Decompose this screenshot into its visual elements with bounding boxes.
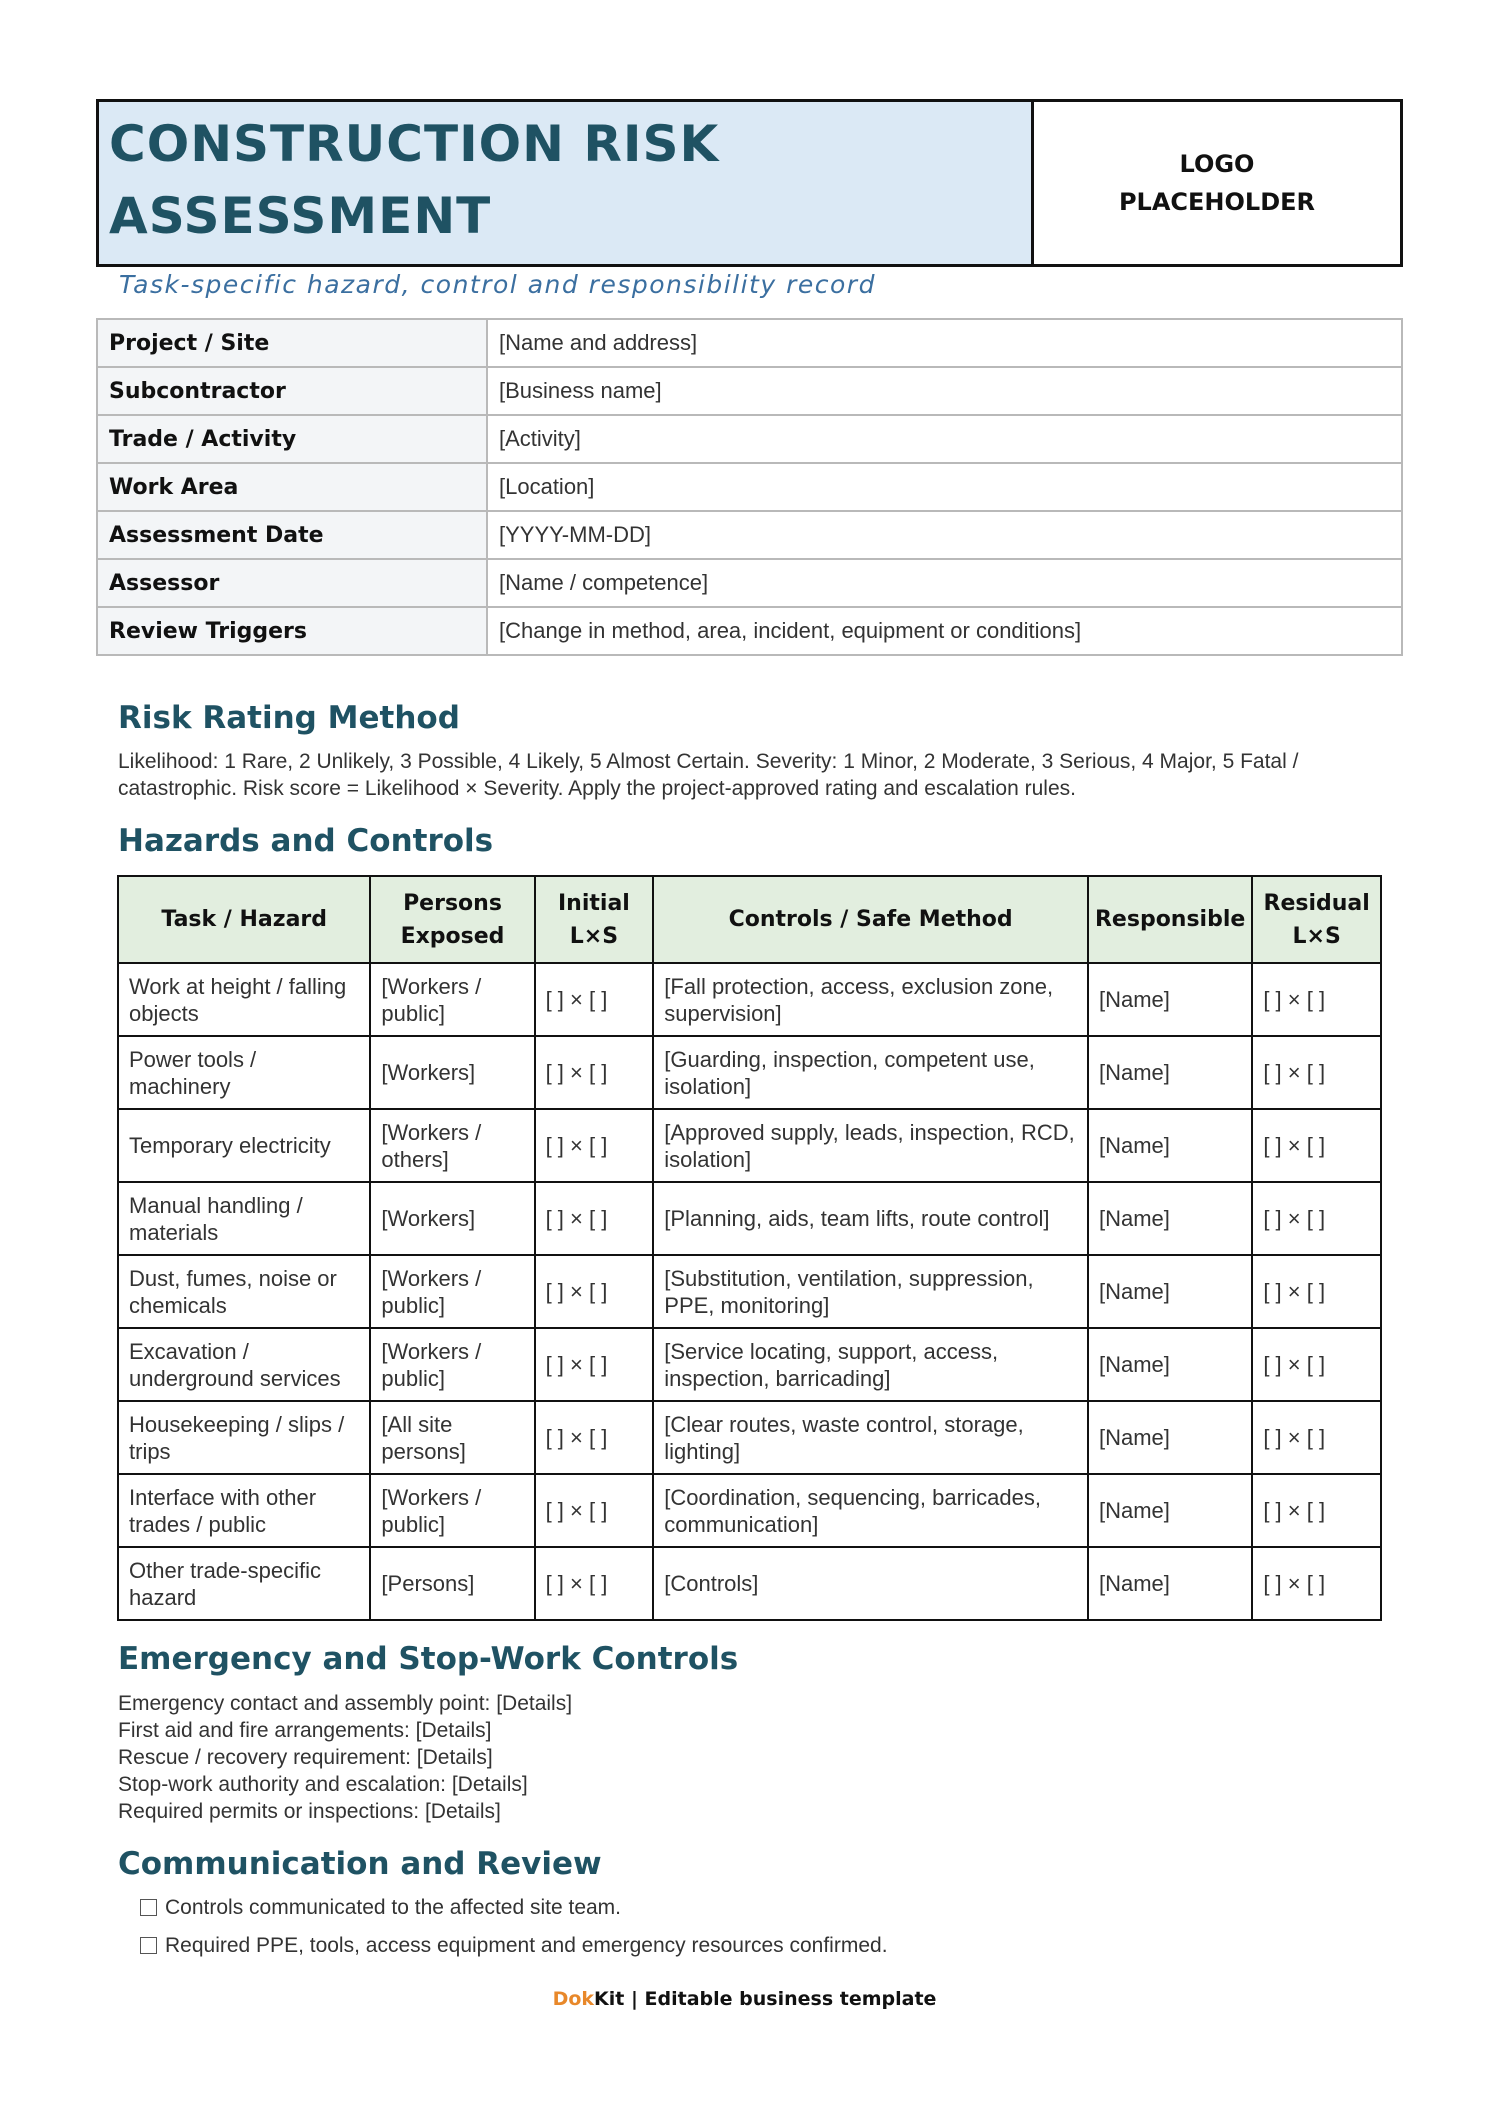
persons-cell[interactable]: [Workers / public] bbox=[370, 1255, 534, 1328]
info-row bbox=[97, 367, 1402, 415]
responsible-cell[interactable]: [Name] bbox=[1088, 1255, 1252, 1328]
table-row bbox=[118, 1547, 1381, 1620]
task-cell[interactable]: Housekeeping / slips / trips bbox=[118, 1401, 370, 1474]
controls-cell[interactable]: [Coordination, sequencing, barricades, communication] bbox=[653, 1474, 1088, 1547]
task-cell[interactable]: Temporary electricity bbox=[118, 1109, 370, 1182]
residual-cell[interactable]: [ ] × [ ] bbox=[1252, 1547, 1381, 1620]
responsible-cell[interactable]: [Name] bbox=[1088, 1109, 1252, 1182]
initial-cell[interactable]: [ ] × [ ] bbox=[535, 963, 654, 1036]
checkbox[interactable] bbox=[140, 1937, 157, 1954]
info-label: Work Area bbox=[97, 463, 487, 511]
controls-cell[interactable]: [Guarding, inspection, competent use, isolation] bbox=[653, 1036, 1088, 1109]
emergency-line: Required permits or inspections: [Details] bbox=[118, 1800, 501, 1823]
controls-cell[interactable]: [Service locating, support, access, inspection, barricading] bbox=[653, 1328, 1088, 1401]
info-value[interactable]: [Business name] bbox=[487, 367, 1402, 415]
residual-cell[interactable]: [ ] × [ ] bbox=[1252, 1255, 1381, 1328]
persons-cell[interactable]: [Workers / public] bbox=[370, 1328, 534, 1401]
info-value[interactable]: [Location] bbox=[487, 463, 1402, 511]
responsible-cell[interactable]: [Name] bbox=[1088, 1401, 1252, 1474]
controls-cell[interactable]: [Approved supply, leads, inspection, RCD, isolation] bbox=[653, 1109, 1088, 1182]
table-row bbox=[118, 1255, 1381, 1328]
residual-cell[interactable]: [ ] × [ ] bbox=[1252, 1401, 1381, 1474]
emergency-line: Rescue / recovery requirement: [Details] bbox=[118, 1746, 493, 1769]
responsible-cell[interactable]: [Name] bbox=[1088, 1474, 1252, 1547]
controls-cell[interactable]: [Planning, aids, team lifts, route control] bbox=[653, 1182, 1088, 1255]
residual-cell[interactable]: [ ] × [ ] bbox=[1252, 1182, 1381, 1255]
logo-line-1: LOGO bbox=[1179, 150, 1255, 178]
controls-cell[interactable]: [Fall protection, access, exclusion zone, supervision] bbox=[653, 963, 1088, 1036]
info-label: Assessor bbox=[97, 559, 487, 607]
info-row bbox=[97, 607, 1402, 655]
persons-cell[interactable]: [Workers / public] bbox=[370, 963, 534, 1036]
residual-cell[interactable]: [ ] × [ ] bbox=[1252, 963, 1381, 1036]
task-cell[interactable]: Excavation / underground services bbox=[118, 1328, 370, 1401]
responsible-cell[interactable]: [Name] bbox=[1088, 1328, 1252, 1401]
controls-cell[interactable]: [Clear routes, waste control, storage, lighting] bbox=[653, 1401, 1088, 1474]
responsible-cell[interactable]: [Name] bbox=[1088, 1036, 1252, 1109]
logo-line-2: PLACEHOLDER bbox=[1118, 188, 1316, 216]
title-line-1: CONSTRUCTION RISK bbox=[109, 115, 720, 173]
checklist-label: Required PPE, tools, access equipment and emergency resources confirmed. bbox=[165, 1934, 888, 1957]
hazards-table bbox=[117, 875, 1382, 1621]
table-row bbox=[118, 1474, 1381, 1547]
emergency-line: First aid and fire arrangements: [Details] bbox=[118, 1719, 492, 1742]
persons-cell[interactable]: [All site persons] bbox=[370, 1401, 534, 1474]
hazards-header-row bbox=[118, 876, 1381, 963]
controls-cell[interactable]: [Controls] bbox=[653, 1547, 1088, 1620]
residual-cell[interactable]: [ ] × [ ] bbox=[1252, 1109, 1381, 1182]
info-value[interactable]: [Name / competence] bbox=[487, 559, 1402, 607]
initial-cell[interactable]: [ ] × [ ] bbox=[535, 1109, 654, 1182]
table-row bbox=[118, 1401, 1381, 1474]
responsible-cell[interactable]: [Name] bbox=[1088, 1182, 1252, 1255]
column-header: Persons Exposed bbox=[370, 876, 534, 963]
info-label: Assessment Date bbox=[97, 511, 487, 559]
project-info-table bbox=[96, 318, 1403, 656]
table-row bbox=[118, 1182, 1381, 1255]
risk-rating-heading: Risk Rating Method bbox=[118, 700, 460, 736]
persons-cell[interactable]: [Workers / others] bbox=[370, 1109, 534, 1182]
title-cell bbox=[99, 102, 1034, 264]
column-header: Task / Hazard bbox=[118, 876, 370, 963]
task-cell[interactable]: Interface with other trades / public bbox=[118, 1474, 370, 1547]
document-header bbox=[96, 99, 1403, 267]
info-row bbox=[97, 463, 1402, 511]
column-header: Initial L×S bbox=[535, 876, 654, 963]
info-value[interactable]: [Change in method, area, incident, equipment or conditions] bbox=[487, 607, 1402, 655]
table-row bbox=[118, 1036, 1381, 1109]
info-label: Trade / Activity bbox=[97, 415, 487, 463]
info-row bbox=[97, 319, 1402, 367]
initial-cell[interactable]: [ ] × [ ] bbox=[535, 1328, 654, 1401]
controls-cell[interactable]: [Substitution, ventilation, suppression, PPE, monitoring] bbox=[653, 1255, 1088, 1328]
info-row bbox=[97, 415, 1402, 463]
document-title bbox=[109, 108, 1021, 252]
brand-kit: Kit bbox=[594, 1988, 625, 2010]
initial-cell[interactable]: [ ] × [ ] bbox=[535, 1182, 654, 1255]
residual-cell[interactable]: [ ] × [ ] bbox=[1252, 1474, 1381, 1547]
residual-cell[interactable]: [ ] × [ ] bbox=[1252, 1036, 1381, 1109]
persons-cell[interactable]: [Persons] bbox=[370, 1547, 534, 1620]
task-cell[interactable]: Power tools / machinery bbox=[118, 1036, 370, 1109]
initial-cell[interactable]: [ ] × [ ] bbox=[535, 1255, 654, 1328]
emergency-heading: Emergency and Stop-Work Controls bbox=[118, 1641, 739, 1677]
footer bbox=[0, 1988, 1489, 2010]
info-row bbox=[97, 511, 1402, 559]
title-line-2: ASSESSMENT bbox=[109, 187, 492, 245]
column-header: Controls / Safe Method bbox=[653, 876, 1088, 963]
checklist-item[interactable] bbox=[140, 1893, 888, 1931]
table-row bbox=[118, 1109, 1381, 1182]
initial-cell[interactable]: [ ] × [ ] bbox=[535, 1474, 654, 1547]
persons-cell[interactable]: [Workers / public] bbox=[370, 1474, 534, 1547]
initial-cell[interactable]: [ ] × [ ] bbox=[535, 1036, 654, 1109]
responsible-cell[interactable]: [Name] bbox=[1088, 963, 1252, 1036]
info-value[interactable]: [Activity] bbox=[487, 415, 1402, 463]
checkbox[interactable] bbox=[140, 1899, 157, 1916]
footer-text: | Editable business template bbox=[624, 1988, 937, 2010]
initial-cell[interactable]: [ ] × [ ] bbox=[535, 1401, 654, 1474]
communication-heading: Communication and Review bbox=[118, 1846, 602, 1882]
persons-cell[interactable]: [Workers] bbox=[370, 1182, 534, 1255]
table-row bbox=[118, 1328, 1381, 1401]
info-row bbox=[97, 559, 1402, 607]
info-label: Project / Site bbox=[97, 319, 487, 367]
risk-rating-text: Likelihood: 1 Rare, 2 Unlikely, 3 Possible, 4 Likely, 5 Almost Certain. Severity: 1 Minor, 2 Moderate, 3 Serious, 4 Major, 5 Fatal / catastrophic. Risk score = Likelihood × Severity. Apply the project-approved rating and escalation rules. bbox=[118, 750, 1299, 800]
task-cell[interactable]: Work at height / falling objects bbox=[118, 963, 370, 1036]
info-label: Subcontractor bbox=[97, 367, 487, 415]
task-cell[interactable]: Dust, fumes, noise or chemicals bbox=[118, 1255, 370, 1328]
table-row bbox=[118, 963, 1381, 1036]
emergency-line: Stop-work authority and escalation: [Details] bbox=[118, 1773, 528, 1796]
responsible-cell[interactable]: [Name] bbox=[1088, 1547, 1252, 1620]
info-value[interactable]: [Name and address] bbox=[487, 319, 1402, 367]
checklist-item[interactable] bbox=[140, 1931, 888, 1969]
task-cell[interactable]: Other trade-specific hazard bbox=[118, 1547, 370, 1620]
brand-dok: Dok bbox=[552, 1988, 595, 2010]
communication-checklist bbox=[140, 1893, 888, 1969]
document-subtitle: Task-specific hazard, control and responsibility record bbox=[119, 270, 876, 299]
initial-cell[interactable]: [ ] × [ ] bbox=[535, 1547, 654, 1620]
column-header: Residual L×S bbox=[1252, 876, 1381, 963]
emergency-details bbox=[118, 1690, 572, 1825]
logo-placeholder bbox=[1034, 102, 1400, 264]
info-label: Review Triggers bbox=[97, 607, 487, 655]
task-cell[interactable]: Manual handling / materials bbox=[118, 1182, 370, 1255]
checklist-label: Controls communicated to the affected site team. bbox=[165, 1896, 622, 1919]
emergency-line: Emergency contact and assembly point: [Details] bbox=[118, 1692, 573, 1715]
info-value[interactable]: [YYYY-MM-DD] bbox=[487, 511, 1402, 559]
hazards-heading: Hazards and Controls bbox=[118, 823, 494, 859]
persons-cell[interactable]: [Workers] bbox=[370, 1036, 534, 1109]
residual-cell[interactable]: [ ] × [ ] bbox=[1252, 1328, 1381, 1401]
column-header: Responsible bbox=[1088, 876, 1252, 963]
